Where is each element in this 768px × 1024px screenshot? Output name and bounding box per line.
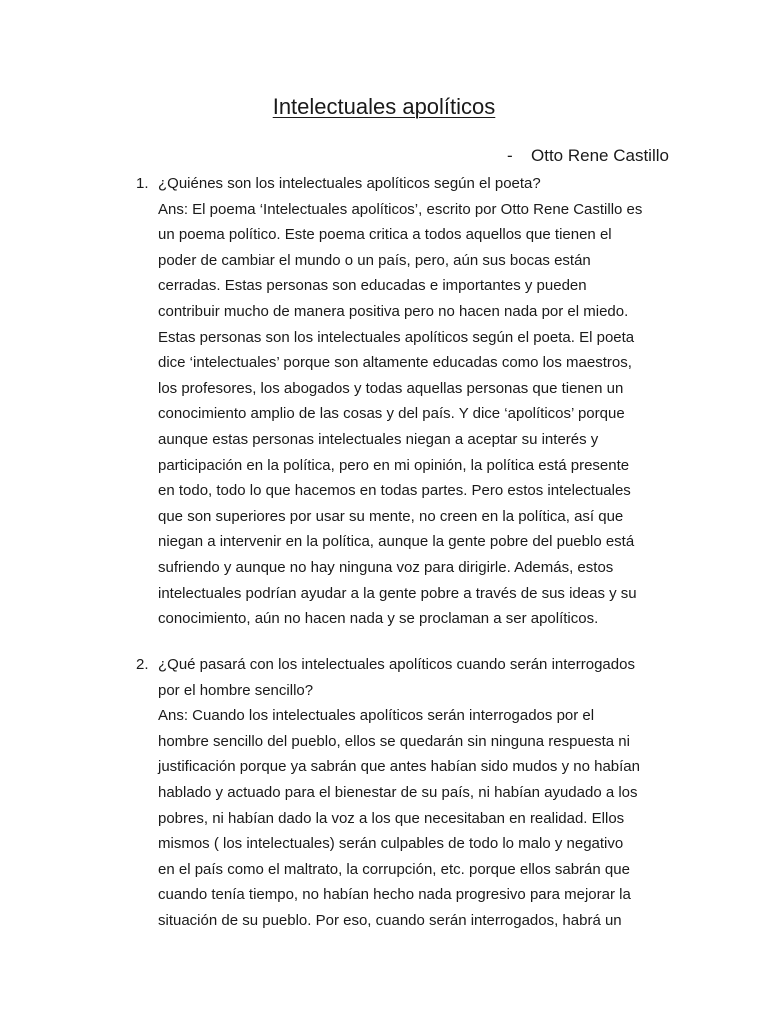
answer-line: cuando tenía tiempo, no habían hecho nada progresivo para mejorar la <box>158 886 631 904</box>
answer-line: hablado y actuado para el bienestar de su país, ni habían ayudado a los <box>158 783 638 801</box>
answer-line: niegan a intervenir en la política, aunque la gente pobre del pueblo está <box>158 533 635 551</box>
answer-line: que son superiores por usar su mente, no creen en la política, así que <box>158 507 624 525</box>
answer-line: sufriendo y aunque no hay ninguna voz para dirigirle. Además, estos <box>158 558 614 576</box>
question-text-line: por el hombre sencillo? <box>158 681 314 699</box>
answer-line: mismos ( los intelectuales) serán culpables de todo lo malo y negativo <box>158 835 624 853</box>
answer-line: cerradas. Estas personas son educadas e importantes y pueden <box>158 277 587 295</box>
answer-line: contribuir mucho de manera positiva pero no hacen nada por el miedo. <box>158 302 629 320</box>
question-2 <box>136 652 696 934</box>
answer-line: Estas personas son los intelectuales apolíticos según el poeta. El poeta <box>158 328 635 346</box>
answer-line: conocimiento, aún no hacen nada y se proclaman a ser apolíticos. <box>158 610 599 628</box>
answer-line: conocimiento amplio de las cosas y del país. Y dice ‘apolíticos’ porque <box>158 405 625 423</box>
answer-line: un poema político. Este poema critica a todos aquellos que tienen el <box>158 226 612 244</box>
author-dash: - <box>507 146 513 165</box>
answer-line: los profesores, los abogados y todas aquellas personas que tienen un <box>158 379 624 397</box>
question-number: 1. <box>136 175 149 192</box>
answer-line: participación en la política, pero en mi opinión, la política está presente <box>158 456 630 474</box>
author-line <box>507 143 669 169</box>
question-number: 2. <box>136 656 149 673</box>
answer-line: Ans: Cuando los intelectuales apolíticos serán interrogados por el <box>158 707 595 725</box>
answer-line: pobres, ni habían dado la voz a los que necesitaban en realidad. Ellos <box>158 809 625 827</box>
answer-line: hombre sencillo del pueblo, ellos se quedarán sin ninguna respuesta ni <box>158 732 630 750</box>
author-name: Otto Rene Castillo <box>531 146 669 165</box>
document-title <box>0 92 768 122</box>
answer-line: intelectuales podrían ayudar a la gente pobre a través de sus ideas y su <box>158 584 637 602</box>
question-1 <box>136 171 696 632</box>
answer-line: justificación porque ya sabrán que antes habían sido mudos y no habían <box>158 758 640 776</box>
answer-line: dice ‘intelectuales’ porque son altamente educadas como los maestros, <box>158 354 632 372</box>
answer-line: en todo, todo lo que hacemos en todas partes. Pero estos intelectuales <box>158 482 631 500</box>
answer-line: en el país como el maltrato, la corrupción, etc. porque ellos sabrán que <box>158 860 630 878</box>
answer-line: situación de su pueblo. Por eso, cuando serán interrogados, habrá un <box>158 911 622 929</box>
question-text-line: ¿Qué pasará con los intelectuales apolíticos cuando serán interrogados <box>158 656 635 673</box>
answer-line: Ans: El poema ‘Intelectuales apolíticos’, escrito por Otto Rene Castillo es <box>158 200 643 218</box>
answer-line: aunque estas personas intelectuales niegan a aceptar su interés y <box>158 430 599 448</box>
answer-line: poder de cambiar el mundo o un país, pero, aún sus bocas están <box>158 251 591 269</box>
document-title-text: Intelectuales apolíticos <box>272 94 496 119</box>
question-text-line: ¿Quiénes son los intelectuales apolíticos según el poeta? <box>158 175 541 192</box>
